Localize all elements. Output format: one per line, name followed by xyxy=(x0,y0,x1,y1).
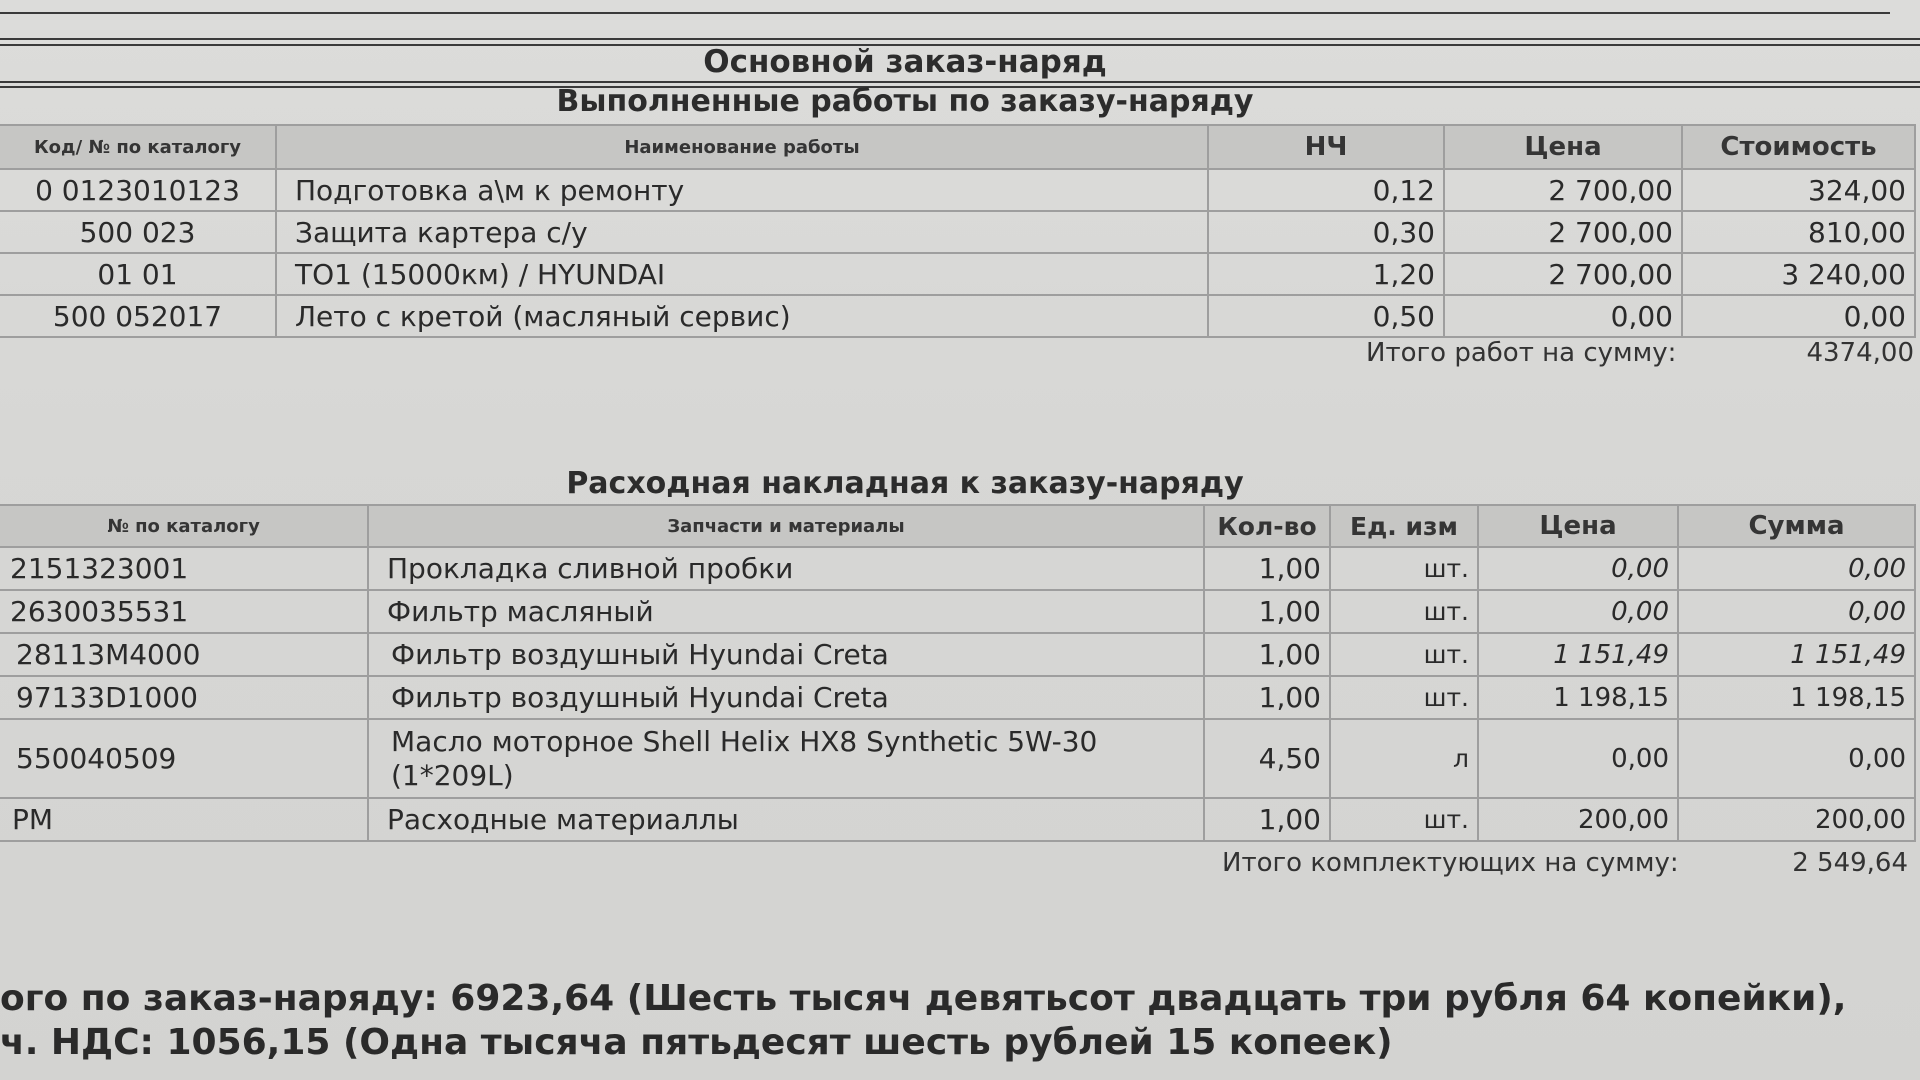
parts-title: Расходная накладная к заказу-наряду xyxy=(566,466,1244,501)
part-unit: шт. xyxy=(1330,676,1478,719)
works-col-hours: НЧ xyxy=(1208,125,1444,169)
part-code: 2630035531 xyxy=(0,590,368,633)
part-qty: 1,00 xyxy=(1204,798,1330,841)
part-sum: 200,00 xyxy=(1678,798,1915,841)
part-sum: 1 198,15 xyxy=(1678,676,1915,719)
works-title: Выполненные работы по заказу-наряду xyxy=(556,84,1254,119)
vat-line: ч. НДС: 1056,15 (Одна тысяча пятьдесят шесть рублей 15 копеек) xyxy=(0,1022,1393,1063)
table-row xyxy=(0,211,1915,253)
part-price: 200,00 xyxy=(1478,798,1678,841)
part-sum: 0,00 xyxy=(1678,547,1915,590)
part-qty: 1,00 xyxy=(1204,590,1330,633)
part-code: 28113M4000 xyxy=(0,633,368,676)
top-rule-1 xyxy=(0,12,1890,14)
table-row xyxy=(0,633,1915,676)
grand-total-line: ого по заказ-наряду: 6923,64 (Шесть тысяч девятьсот двадцать три рубля 64 копейки), xyxy=(0,978,1847,1019)
work-code: 0 0123010123 xyxy=(0,169,276,211)
part-code: 2151323001 xyxy=(0,547,368,590)
part-name: Прокладка сливной пробки xyxy=(368,547,1204,590)
part-unit: шт. xyxy=(1330,633,1478,676)
table-row xyxy=(0,798,1915,841)
work-code: 500 052017 xyxy=(0,295,276,337)
part-price: 0,00 xyxy=(1478,547,1678,590)
work-cost: 810,00 xyxy=(1682,211,1915,253)
part-name: Масло моторное Shell Helix HX8 Synthetic 5W-30 (1*209L) xyxy=(368,719,1204,798)
work-price: 2 700,00 xyxy=(1444,169,1682,211)
part-qty: 1,00 xyxy=(1204,633,1330,676)
part-sum: 0,00 xyxy=(1678,719,1915,798)
work-price: 2 700,00 xyxy=(1444,211,1682,253)
part-price: 0,00 xyxy=(1478,719,1678,798)
parts-total-label: Итого комплектующих на сумму: xyxy=(1222,848,1679,878)
work-name: Защита картера с/у xyxy=(276,211,1208,253)
table-row xyxy=(0,547,1915,590)
top-rule-2 xyxy=(0,38,1920,40)
work-code: 500 023 xyxy=(0,211,276,253)
part-unit: шт. xyxy=(1330,590,1478,633)
work-cost: 324,00 xyxy=(1682,169,1915,211)
table-row xyxy=(0,295,1915,337)
title-rule-1 xyxy=(0,81,1920,83)
work-hours: 1,20 xyxy=(1208,253,1444,295)
work-hours: 0,30 xyxy=(1208,211,1444,253)
parts-table xyxy=(0,504,1916,842)
part-unit: шт. xyxy=(1330,547,1478,590)
works-col-code: Код/ № по каталогу xyxy=(0,125,276,169)
parts-header-row xyxy=(0,505,1915,547)
works-col-name: Наименование работы xyxy=(276,125,1208,169)
works-total-value: 4374,00 xyxy=(1806,338,1914,368)
works-col-cost: Стоимость xyxy=(1682,125,1915,169)
main-title: Основной заказ-наряд xyxy=(703,44,1107,80)
work-hours: 0,12 xyxy=(1208,169,1444,211)
parts-col-name: Запчасти и материалы xyxy=(368,505,1204,547)
works-col-price: Цена xyxy=(1444,125,1682,169)
work-name: ТО1 (15000км) / HYUNDAI xyxy=(276,253,1208,295)
part-price: 1 151,49 xyxy=(1478,633,1678,676)
work-name: Лето с кретой (масляный сервис) xyxy=(276,295,1208,337)
works-header-row xyxy=(0,125,1915,169)
part-price: 1 198,15 xyxy=(1478,676,1678,719)
parts-col-unit: Ед. изм xyxy=(1330,505,1478,547)
table-row xyxy=(0,169,1915,211)
part-unit: л xyxy=(1330,719,1478,798)
table-row xyxy=(0,253,1915,295)
table-row xyxy=(0,676,1915,719)
part-name: Фильтр воздушный Hyundai Creta xyxy=(368,633,1204,676)
part-price: 0,00 xyxy=(1478,590,1678,633)
table-row xyxy=(0,719,1915,798)
part-qty: 4,50 xyxy=(1204,719,1330,798)
work-hours: 0,50 xyxy=(1208,295,1444,337)
part-code: РМ xyxy=(0,798,368,841)
part-name: Расходные материаллы xyxy=(368,798,1204,841)
parts-col-price: Цена xyxy=(1478,505,1678,547)
work-code: 01 01 xyxy=(0,253,276,295)
works-total-label: Итого работ на сумму: xyxy=(1366,338,1677,368)
parts-col-qty: Кол-во xyxy=(1204,505,1330,547)
work-name: Подготовка а\м к ремонту xyxy=(276,169,1208,211)
part-unit: шт. xyxy=(1330,798,1478,841)
part-sum: 1 151,49 xyxy=(1678,633,1915,676)
work-cost: 0,00 xyxy=(1682,295,1915,337)
works-table xyxy=(0,124,1916,338)
parts-col-code: № по каталогу xyxy=(0,505,368,547)
part-name: Фильтр масляный xyxy=(368,590,1204,633)
parts-total-value: 2 549,64 xyxy=(1792,848,1908,878)
work-cost: 3 240,00 xyxy=(1682,253,1915,295)
part-sum: 0,00 xyxy=(1678,590,1915,633)
part-code: 97133D1000 xyxy=(0,676,368,719)
part-name: Фильтр воздушный Hyundai Creta xyxy=(368,676,1204,719)
work-price: 0,00 xyxy=(1444,295,1682,337)
part-code: 550040509 xyxy=(0,719,368,798)
work-price: 2 700,00 xyxy=(1444,253,1682,295)
parts-col-sum: Сумма xyxy=(1678,505,1915,547)
part-qty: 1,00 xyxy=(1204,676,1330,719)
table-row xyxy=(0,590,1915,633)
part-qty: 1,00 xyxy=(1204,547,1330,590)
